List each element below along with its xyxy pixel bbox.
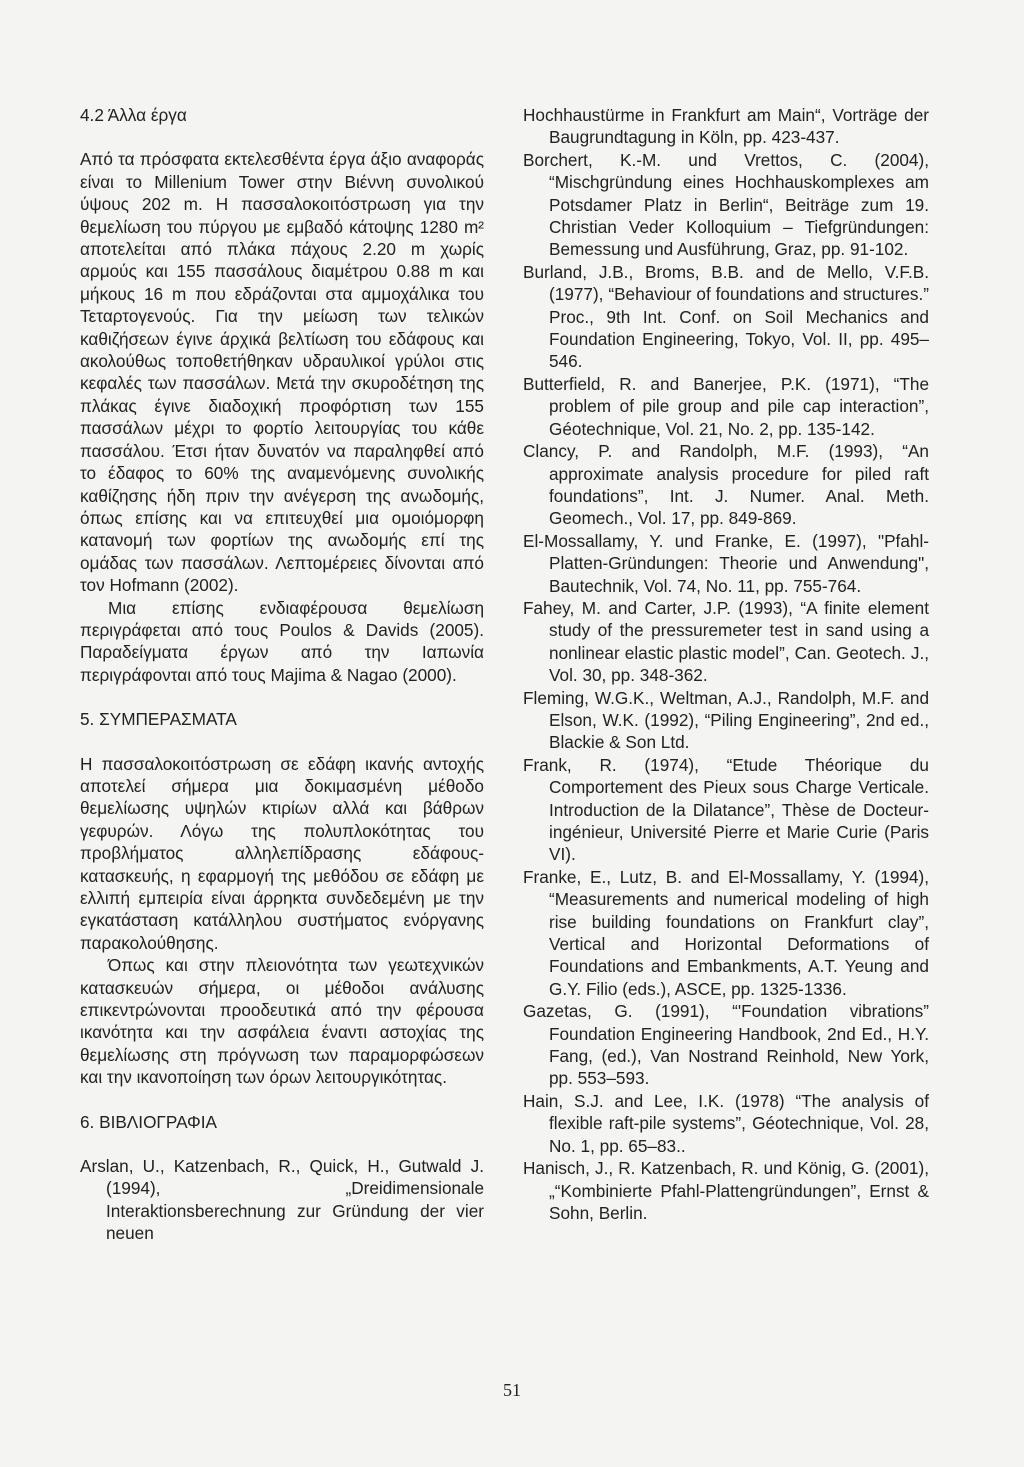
reference-entry: Hochhaustürme in Frankfurt am Main“, Vorträge der Baugrundtagung in Köln, pp. 423-437. xyxy=(523,105,929,148)
reference-entry: Butterfield, R. and Banerjee, P.K. (1971), “The problem of pile group and pile cap interaction”, Géotechnique, Vol. 21, No. 2, pp. 135-142. xyxy=(523,373,929,439)
paragraph: Η πασσαλοκοιτόστρωση σε εδάφη ικανής αντοχής αποτελεί σήμερα μια δοκιμασμένη μέθοδο θεμελίωσης υψηλών κτιρίων αλλά και βάθρων γεφυρών. Λόγω της πολυπλοκότητας του προβλήματος αλληλεπίδρασης εδάφους-κατασκευής, η εφαρμογή της μεθόδου σε εδάφη με ελλιπή εμπειρία είναι άρρηκτα συνδεδεμένη με την εγκατάσταση κατάλληλου συστήματος ενόργανης παρακολούθησης. xyxy=(80,753,484,953)
section-heading-conclusions: 5. ΣΥΜΠΕΡΑΣΜΑΤΑ xyxy=(80,709,237,730)
reference-entry: Borchert, K.-M. und Vrettos, C. (2004), “Mischgründung eines Hochhauskomplexes am Potsdamer Platz in Berlin“, Beiträge zum 19. Christian Veder Kolloquium – Tiefgründungen: Bemessung und Ausführung, Graz, pp. 91-102. xyxy=(523,149,929,260)
page-number: 51 xyxy=(503,1380,521,1400)
paragraph: Μια επίσης ενδιαφέρουσα θεμελίωση περιγράφεται από τους Poulos & Davids (2005). Παραδείγματα έργων από την Ιαπωνία περιγράφονται από τους Majima & Nagao (2000). xyxy=(80,597,484,685)
reference-entry: El-Mossallamy, Y. und Franke, E. (1997), "Pfahl-Platten-Gründungen: Theorie und Anwendung", Bautechnik, Vol. 74, No. 11, pp. 755-764. xyxy=(523,530,929,596)
section-heading-references: 6. ΒΙΒΛΙΟΓΡΑΦΙΑ xyxy=(80,1111,218,1132)
reference-entry: Fleming, W.G.K., Weltman, A.J., Randolph, M.F. and Elson, W.K. (1992), “Piling Engineering”, 2nd ed., Blackie & Son Ltd. xyxy=(523,687,929,753)
reference-entry: Gazetas, G. (1991), “'Foundation vibrations” Foundation Engineering Handbook, 2nd Ed., H.Y. Fang, (ed.), Van Nostrand Reinhold, New York, pp. 553–593. xyxy=(523,1001,929,1089)
reference-entry: Burland, J.B., Broms, B.B. and de Mello, V.F.B. (1977), “Behaviour of foundations and structures.” Proc., 9th Int. Conf. on Soil Mechanics and Foundation Engineering, Tokyo, Vol. II, pp. 495–546. xyxy=(523,261,929,372)
left-column xyxy=(80,104,484,1245)
reference-entry: Clancy, P. and Randolph, M.F. (1993), “An approximate analysis procedure for piled raft foundations”, Int. J. Numer. Anal. Meth. Geomech., Vol. 17, pp. 849-869. xyxy=(523,441,929,529)
reference-entry: Hanisch, J., R. Katzenbach, R. und König, G. (2001), „“Kombinierte Pfahl-Plattengründungen”, Ernst & Sohn, Berlin. xyxy=(523,1158,929,1223)
section-heading-other-works: 4.2 Άλλα έργα xyxy=(80,105,187,125)
reference-entry: Fahey, M. and Carter, J.P. (1993), “A finite element study of the pressuremeter test in sand using a nonlinear elastic plastic model”, Can. Geotech. J., Vol. 30, pp. 348-362. xyxy=(523,597,929,686)
reference-entry: Hain, S.J. and Lee, I.K. (1978) “The analysis of flexible raft-pile systems”, Géotechnique, Vol. 28, No. 1, pp. 65–83.. xyxy=(523,1090,929,1156)
reference-entry: Franke, E., Lutz, B. and El-Mossallamy, Y. (1994), “Measurements and numerical modeling of high rise building foundations on Frankfurt clay”, Vertical and Horizontal Deformations of Foundations and Embankments, A.T. Yeung and G.Y. Filio (eds.), ASCE, pp. 1325-1336. xyxy=(523,866,929,999)
right-column-references xyxy=(523,104,929,1224)
paragraph: Όπως και στην πλειονότητα των γεωτεχνικών κατασκευών σήμερα, οι μέθοδοι ανάλυσης επικεντρώνονται προοδευτικά από την φέρουσα ικανότητα και την ασφάλεια έναντι αστοχίας της θεμελίωσης στη πρόγνωση των παραμορφώσεων και την ικανοποίηση των όρων λειτουργικότητας. xyxy=(80,955,484,1088)
reference-entry: Arslan, U., Katzenbach, R., Quick, H., Gutwald J. (1994), „Dreidimensionale Interaktionsberechnung zur Gründung der vier neuen xyxy=(80,1156,484,1244)
reference-entry: Frank, R. (1974), “Etude Théorique du Comportement des Pieux sous Charge Verticale. Introduction de la Dilatance”, Thèse de Docteur-ingénieur, Université Pierre et Marie Curie (Paris VI). xyxy=(523,754,929,865)
paragraph: Από τα πρόσφατα εκτελεσθέντα έργα άξιο αναφοράς είναι το Millenium Tower στην Βιέννη συνολικού ύψους 202 m. Η πασσαλοκοιτόστρωση για την θεμελίωση του πύργου με εμβαδό κάτοψης 1280 m² αποτελείται από πλάκα πάχους 2.20 m χωρίς αρμούς και 155 πασσάλους διαμέτρου 0.88 m και μήκους 16 m που εδράζονται στα αμμοχάλικα του Τεταρτογενούς. Για την μείωση των τελικών καθιζήσεων έγινε άρχικά βελτίωση του εδάφους και ακολούθως τοποθετήθηκαν υδραυλικοί γρύλοι στις κεφαλές των πασσάλων. Μετά την σκυροδέτηση της πλάκας έγινε διαδοχική προφόρτιση των 155 πασσάλων μέχρι το φορτίο λειτουργίας του κάθε πασσάλου. Έτσι ήταν δυνατόν να παραληφθεί από το έδαφος το 60% της αναμενόμενης συνολικής καθίζησης ήδη πριν την ανέγερση της ανωδομής, όπως επίσης και να επιτευχθεί μια ομοιόμορφη κατανομή των φορτίων της ανωδομής επί της ομάδας των πασσάλων. Λεπτομέρειες δίνονται από τον Hofmann (2002). xyxy=(80,149,484,596)
